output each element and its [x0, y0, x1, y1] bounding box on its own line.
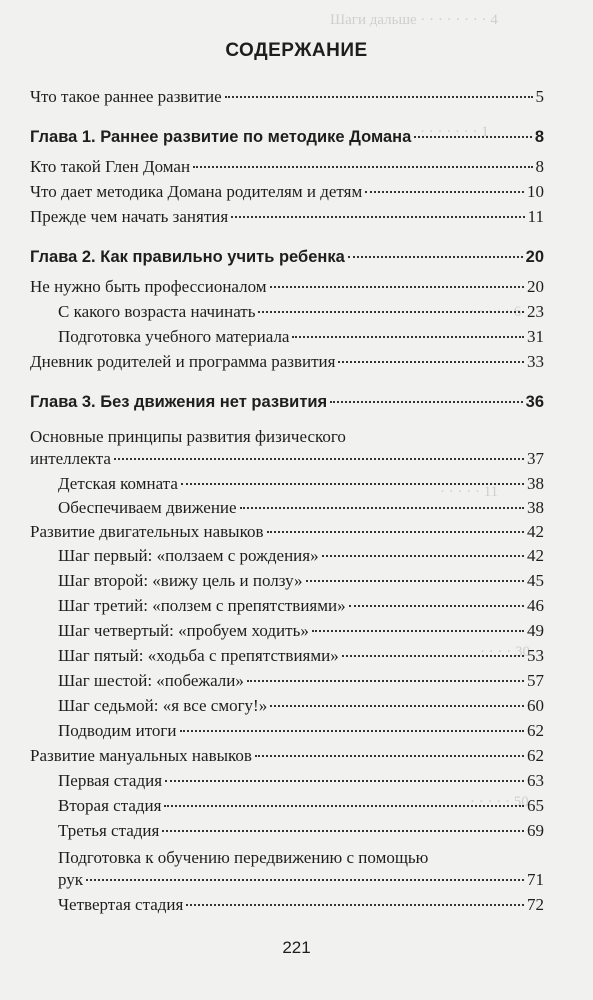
dot-leader [86, 879, 524, 881]
toc-page-number: 8 [534, 128, 544, 146]
toc-page-number: 8 [535, 157, 544, 176]
toc-entry-title: Шаг пятый: «ходьба с препятствиями» [58, 646, 339, 665]
toc-subentry[interactable] [58, 497, 544, 519]
toc-entry-title: Третья стадия [58, 821, 160, 840]
toc-page-number: 5 [535, 87, 544, 106]
toc-entry[interactable] [30, 351, 544, 373]
toc-page-number: 11 [527, 207, 544, 226]
dot-leader [247, 680, 524, 682]
dot-leader [292, 336, 524, 338]
dot-leader [348, 256, 523, 258]
toc-page-number: 53 [527, 646, 544, 665]
toc-entry-title: Не нужно быть профессионалом [30, 277, 267, 296]
toc-subentry[interactable] [58, 570, 544, 592]
toc-page-number: 36 [525, 393, 544, 411]
toc-page-number: 42 [527, 546, 544, 565]
toc-entry-title: Что дает методика Домана родителям и детям [30, 182, 363, 201]
toc-page-number: 72 [527, 895, 544, 914]
toc-entry[interactable] [30, 276, 544, 298]
dot-leader [365, 191, 524, 193]
dot-leader [114, 458, 524, 460]
dot-leader [258, 311, 524, 313]
toc-entry[interactable] [30, 156, 544, 178]
toc-entry-title: Глава 2. Как правильно учить ребенка [30, 248, 345, 266]
toc-subentry[interactable] [58, 595, 544, 617]
toc-page-number: 20 [527, 277, 544, 296]
toc-page-number: 37 [527, 449, 544, 468]
toc-page-number: 65 [527, 796, 544, 815]
toc-entry-title: Дневник родителей и программа развития [30, 352, 336, 371]
toc-entry-title: С какого возраста начинать [58, 302, 256, 321]
dot-leader [193, 166, 532, 168]
toc-entry-title: рук [58, 870, 84, 889]
toc-page-number: 71 [527, 870, 544, 889]
dot-leader [240, 507, 524, 509]
toc-chapter-heading[interactable] [30, 391, 544, 413]
toc-subentry[interactable] [58, 645, 544, 667]
toc-page-number: 49 [527, 621, 544, 640]
toc-subentry[interactable] [58, 670, 544, 692]
toc-entry-first-line: Основные принципы развития физического [30, 427, 346, 446]
dot-leader [267, 531, 524, 533]
toc-subentry[interactable] [58, 545, 544, 567]
dot-leader [231, 216, 524, 218]
dot-leader [349, 605, 524, 607]
toc-subentry[interactable] [58, 770, 544, 792]
toc-entry-title: Глава 1. Раннее развитие по методике Домана [30, 128, 412, 146]
dot-leader [270, 286, 524, 288]
toc-entry[interactable] [30, 206, 544, 228]
dot-leader [306, 580, 524, 582]
toc-page-number: 31 [527, 327, 544, 346]
toc-page-number: 38 [527, 474, 544, 493]
toc-page-number: 10 [527, 182, 544, 201]
toc-entry-title: Обеспечиваем движение [58, 498, 237, 517]
toc-entry-title: Шаг первый: «ползаем с рождения» [58, 546, 319, 565]
dot-leader [414, 136, 532, 138]
toc-entry-title: Вторая стадия [58, 796, 162, 815]
toc-page-number: 23 [527, 302, 544, 321]
toc-entry[interactable] [30, 86, 544, 108]
toc-page-number: 20 [525, 248, 544, 266]
toc-subentry[interactable] [58, 473, 544, 495]
toc-subentry[interactable] [58, 720, 544, 742]
dot-leader [312, 630, 524, 632]
toc-entry[interactable] [30, 181, 544, 203]
toc-subentry[interactable] [58, 326, 544, 348]
toc-page-number: 60 [527, 696, 544, 715]
page-title: СОДЕРЖАНИЕ [225, 40, 368, 61]
page-number: 221 [282, 938, 311, 957]
book-page: Шаги дальше · · · · · · · · 4 · · · · · · · 1 · · · · · 6 · · · · · 11 · · · · 30 · · · · · 50 СОДЕРЖАНИЕ Что такое раннее развитие 5 Глава 1. Раннее развитие по методике Домана 8 Кто такой Глен Доман 8 Что дает методика Домана родителям и детям 10 Прежде чем начать занятия 11 Глава 2. Как правильно учить ребенка 20 Не нужно быть профессионалом 20 С какого возраста начинать 23 Подготовка учебного материала 31 Дневник родителей и программа развития 33 Глава 3. Без движения нет развития 36 Основные принципы развития физического интеллекта 37 Детская комната 38 Обеспечиваем движение 38 Развитие двигательных навыков 42 Шаг первый: «ползаем с рождения» 42 Шаг второй: «вижу цель и ползу» 45 Шаг третий: «ползем с препятствиями» 46 Шаг четвертый: «пробуем ходить» 49 Шаг пятый: «ходьба с препятствиями» 53 Шаг шестой: «побежали» 57 Шаг седьмой: «я все смогу!» 60 Подводим итоги 62 Развитие мануальных навыков 62 Первая стадия 63 Вторая стадия 65 Третья стадия 69 Подготовка к обучению передвижению с помощью рук 71 Четвертая стадия 72 221 [0, 0, 593, 1000]
toc-page-number: 38 [527, 498, 544, 517]
toc-entry-title: Шаг четвертый: «пробуем ходить» [58, 621, 309, 640]
toc-subentry[interactable] [58, 795, 544, 817]
dot-leader [342, 655, 524, 657]
toc-subentry[interactable] [58, 301, 544, 323]
toc-page-number: 62 [527, 721, 544, 740]
toc-entry-first-line: Подготовка к обучению передвижению с помощью [58, 848, 429, 867]
toc-entry-title: Первая стадия [58, 771, 163, 790]
toc-page-number: 42 [527, 522, 544, 541]
dot-leader [338, 361, 524, 363]
toc-entry-title: Детская комната [58, 474, 178, 493]
dot-leader [186, 904, 524, 906]
toc-entry-title: Развитие мануальных навыков [30, 746, 252, 765]
toc-entry-title: Шаг седьмой: «я все смогу!» [58, 696, 268, 715]
toc-page-number: 69 [527, 821, 544, 840]
toc-entry-title: Шаг шестой: «побежали» [58, 671, 244, 690]
toc-page-number: 46 [527, 596, 544, 615]
dot-leader [225, 96, 533, 98]
toc-subentry[interactable] [58, 695, 544, 717]
dot-leader [270, 705, 524, 707]
dot-leader [255, 755, 524, 757]
toc-entry[interactable] [30, 745, 544, 767]
toc-page-number: 57 [527, 671, 544, 690]
toc-chapter-heading[interactable] [30, 126, 544, 148]
toc-page-number: 63 [527, 771, 544, 790]
toc-subentry[interactable] [58, 820, 544, 842]
dot-leader [164, 805, 524, 807]
dot-leader [322, 555, 524, 557]
toc-entry[interactable] [30, 521, 544, 543]
toc-subentry[interactable] [58, 894, 544, 916]
toc-entry-title: Кто такой Глен Доман [30, 157, 191, 176]
toc-page-number: 62 [527, 746, 544, 765]
toc-page-number: 45 [527, 571, 544, 590]
dot-leader [180, 730, 525, 732]
toc-page-number: 33 [527, 352, 544, 371]
toc-entry-title: Развитие двигательных навыков [30, 522, 264, 541]
dot-leader [162, 830, 524, 832]
dot-leader [165, 780, 524, 782]
toc-entry-title: Что такое раннее развитие [30, 87, 222, 106]
toc-chapter-heading[interactable] [30, 246, 544, 268]
toc-entry-title: Шаг третий: «ползем с препятствиями» [58, 596, 346, 615]
toc-entry-title: Подводим итоги [58, 721, 177, 740]
toc-entry[interactable] [30, 448, 544, 470]
toc-entry-title: Шаг второй: «вижу цель и ползу» [58, 571, 303, 590]
dot-leader [181, 483, 524, 485]
toc-entry-title: Глава 3. Без движения нет развития [30, 393, 328, 411]
toc-entry-title: Четвертая стадия [58, 895, 184, 914]
toc-entry-title: интеллекта [30, 449, 111, 468]
toc-subentry[interactable] [58, 620, 544, 642]
toc-entry-title: Подготовка учебного материала [58, 327, 290, 346]
dot-leader [330, 401, 522, 403]
toc-entry-title: Прежде чем начать занятия [30, 207, 229, 226]
toc-subentry[interactable] [58, 869, 544, 891]
